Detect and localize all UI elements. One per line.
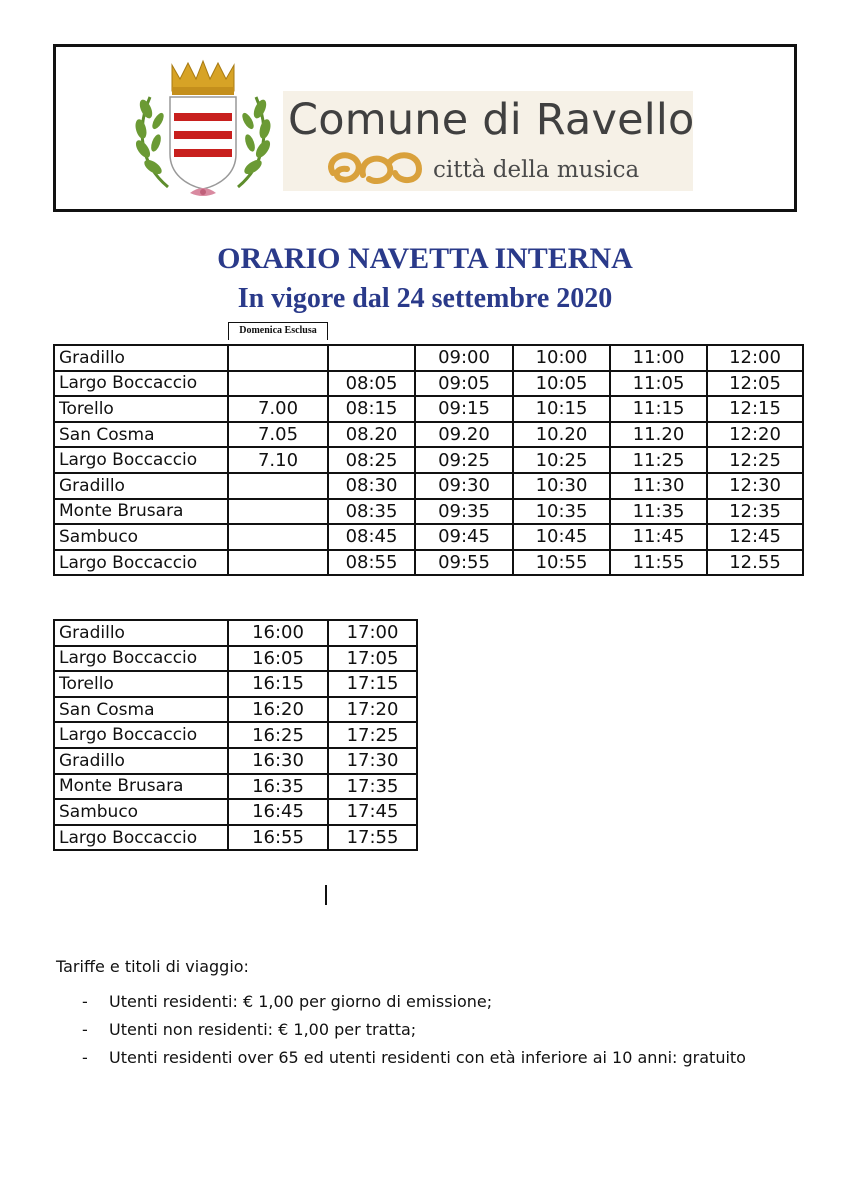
time-cell: 12:20 — [707, 422, 803, 448]
time-cell: 17:15 — [328, 671, 417, 697]
time-cell: 10:15 — [513, 396, 610, 422]
time-cell: 11:00 — [610, 345, 707, 371]
time-cell: 09:55 — [415, 550, 513, 576]
time-cell: 12.55 — [707, 550, 803, 576]
afternoon-schedule-table — [53, 619, 418, 851]
fares-section — [56, 957, 816, 1074]
table-row — [54, 697, 417, 723]
table-row — [54, 371, 803, 397]
time-cell: 7.05 — [228, 422, 328, 448]
table-row — [54, 396, 803, 422]
time-cell: 11:05 — [610, 371, 707, 397]
time-cell: 10:45 — [513, 524, 610, 550]
time-cell: 17:55 — [328, 825, 417, 851]
time-cell: 17:45 — [328, 799, 417, 825]
time-cell: 10:30 — [513, 473, 610, 499]
table-row — [54, 799, 417, 825]
time-cell: 08.20 — [328, 422, 415, 448]
stop-name-cell: Gradillo — [54, 620, 228, 646]
stop-name-cell: Monte Brusara — [54, 499, 228, 525]
stop-name-cell: Gradillo — [54, 473, 228, 499]
stop-name-cell: Torello — [54, 396, 228, 422]
time-cell: 08:45 — [328, 524, 415, 550]
stop-name-cell: Largo Boccaccio — [54, 447, 228, 473]
table-row — [54, 422, 803, 448]
time-cell: 12:25 — [707, 447, 803, 473]
time-cell: 11:55 — [610, 550, 707, 576]
time-cell: 16:55 — [228, 825, 328, 851]
stop-name-cell: San Cosma — [54, 422, 228, 448]
brand-tagline: città della musica — [433, 157, 640, 183]
time-cell: 10:00 — [513, 345, 610, 371]
list-item — [56, 1018, 816, 1042]
time-cell: 11:30 — [610, 473, 707, 499]
list-item — [56, 990, 816, 1014]
table-row — [54, 447, 803, 473]
morning-schedule-table — [53, 344, 804, 576]
time-cell: 09:00 — [415, 345, 513, 371]
table-row — [54, 620, 417, 646]
list-dash: - — [82, 1020, 88, 1039]
time-cell: 10:25 — [513, 447, 610, 473]
time-cell: 17:05 — [328, 646, 417, 672]
fare-text: Utenti residenti over 65 ed utenti residenti con età inferiore ai 10 anni: gratuito — [109, 1048, 746, 1067]
page-subtitle: In vigore dal 24 settembre 2020 — [237, 283, 613, 314]
time-cell: 08:35 — [328, 499, 415, 525]
time-cell: 09:15 — [415, 396, 513, 422]
time-cell — [228, 499, 328, 525]
table-row — [54, 646, 417, 672]
time-cell: 08:15 — [328, 396, 415, 422]
time-cell — [328, 345, 415, 371]
time-cell: 11:45 — [610, 524, 707, 550]
time-cell: 16:15 — [228, 671, 328, 697]
time-cell: 12:35 — [707, 499, 803, 525]
stop-name-cell: Gradillo — [54, 345, 228, 371]
time-cell: 16:05 — [228, 646, 328, 672]
brand-name: Comune di Ravello — [288, 95, 695, 145]
time-cell: 09:05 — [415, 371, 513, 397]
time-cell: 12:45 — [707, 524, 803, 550]
stop-name-cell: Sambuco — [54, 524, 228, 550]
time-cell: 11:25 — [610, 447, 707, 473]
time-cell: 16:45 — [228, 799, 328, 825]
time-cell: 09:45 — [415, 524, 513, 550]
time-cell: 7.10 — [228, 447, 328, 473]
time-cell: 08:25 — [328, 447, 415, 473]
time-cell: 10:55 — [513, 550, 610, 576]
fares-title: Tariffe e titoli di viaggio: — [56, 957, 249, 976]
table-row — [54, 774, 417, 800]
time-cell — [228, 550, 328, 576]
time-cell: 17:00 — [328, 620, 417, 646]
time-cell: 12:05 — [707, 371, 803, 397]
time-cell: 12:30 — [707, 473, 803, 499]
table-row — [54, 748, 417, 774]
stop-name-cell: Largo Boccaccio — [54, 825, 228, 851]
sunday-excluded-note: Domenica Esclusa — [228, 322, 328, 340]
table-row — [54, 345, 803, 371]
table-row — [54, 473, 803, 499]
stop-name-cell: Sambuco — [54, 799, 228, 825]
time-cell: 17:35 — [328, 774, 417, 800]
table-row — [54, 671, 417, 697]
list-dash: - — [82, 992, 88, 1011]
time-cell: 16:20 — [228, 697, 328, 723]
time-cell: 10:35 — [513, 499, 610, 525]
time-cell: 11.20 — [610, 422, 707, 448]
time-cell: 16:25 — [228, 722, 328, 748]
time-cell: 10:05 — [513, 371, 610, 397]
time-cell: 7.00 — [228, 396, 328, 422]
stop-name-cell: Largo Boccaccio — [54, 371, 228, 397]
fare-text: Utenti non residenti: € 1,00 per tratta; — [109, 1020, 417, 1039]
time-cell: 16:30 — [228, 748, 328, 774]
ravello-crest-icon — [128, 59, 278, 199]
stop-name-cell: Monte Brusara — [54, 774, 228, 800]
table-row — [54, 499, 803, 525]
time-cell: 09:35 — [415, 499, 513, 525]
stop-name-cell: Largo Boccaccio — [54, 550, 228, 576]
stop-name-cell: Torello — [54, 671, 228, 697]
time-cell: 08:30 — [328, 473, 415, 499]
time-cell: 09:30 — [415, 473, 513, 499]
table-row — [54, 550, 803, 576]
stop-name-cell: Gradillo — [54, 748, 228, 774]
list-item — [56, 1046, 816, 1070]
table-row — [54, 825, 417, 851]
time-cell: 12:00 — [707, 345, 803, 371]
stop-name-cell: San Cosma — [54, 697, 228, 723]
table-row — [54, 722, 417, 748]
stop-name-cell: Largo Boccaccio — [54, 646, 228, 672]
time-cell: 17:25 — [328, 722, 417, 748]
time-cell: 09:25 — [415, 447, 513, 473]
time-cell — [228, 524, 328, 550]
time-cell: 17:30 — [328, 748, 417, 774]
stop-name-cell: Largo Boccaccio — [54, 722, 228, 748]
table-row — [54, 524, 803, 550]
time-cell — [228, 345, 328, 371]
time-cell: 08:05 — [328, 371, 415, 397]
time-cell: 11:15 — [610, 396, 707, 422]
table-divider-line — [325, 885, 327, 905]
time-cell — [228, 371, 328, 397]
fares-list — [56, 990, 816, 1070]
time-cell — [228, 473, 328, 499]
comune-logo — [128, 59, 695, 199]
time-cell: 08:55 — [328, 550, 415, 576]
page-title: ORARIO NAVETTA INTERNA — [217, 242, 633, 275]
musica-logo-icon — [323, 143, 433, 191]
time-cell: 11:35 — [610, 499, 707, 525]
fare-text: Utenti residenti: € 1,00 per giorno di emissione; — [109, 992, 493, 1011]
time-cell: 10.20 — [513, 422, 610, 448]
time-cell: 16:35 — [228, 774, 328, 800]
header-banner — [53, 44, 797, 212]
time-cell: 09.20 — [415, 422, 513, 448]
list-dash: - — [82, 1048, 88, 1067]
time-cell: 17:20 — [328, 697, 417, 723]
time-cell: 16:00 — [228, 620, 328, 646]
time-cell: 12:15 — [707, 396, 803, 422]
